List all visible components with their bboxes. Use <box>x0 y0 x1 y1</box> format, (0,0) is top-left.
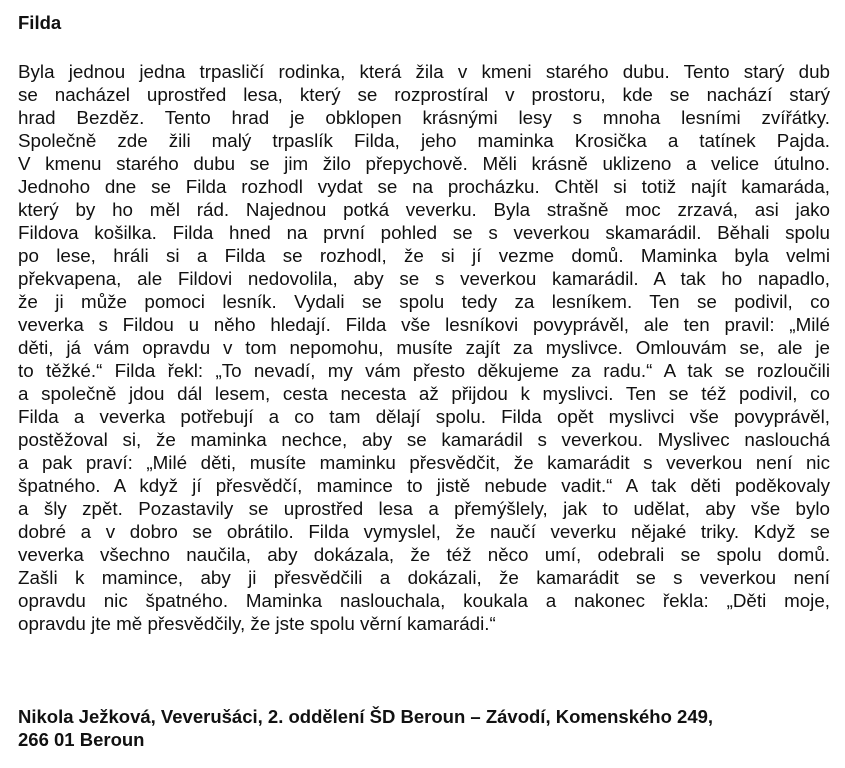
story-line: Byla jednou jedna trpasličí rodinka, která žila v kmeni starého dubu. Tento starý dub <box>18 61 830 82</box>
document-page <box>18 0 830 768</box>
document-title: Filda <box>18 12 62 33</box>
story-line: že ji může pomoci lesník. Vydali se spolu tedy za lesníkem. Ten se podivil, co <box>18 291 830 312</box>
story-line: veverka všechno naučila, aby dokázala, že též něco umí, odebrali se spolu domů. <box>18 544 830 565</box>
signature-line: 266 01 Beroun <box>18 729 145 750</box>
story-line: postěžoval si, že maminka nechce, aby se kamarádil s veverkou. Myslivec naslouchá <box>18 429 830 450</box>
story-line: Zašli k mamince, aby ji přesvědčili a dokázali, že kamarádit se s veverkou není <box>18 567 830 588</box>
story-line: a šly zpět. Pozastavily se uprostřed lesa a přemýšlely, jak to udělat, aby vše bylo <box>18 498 830 519</box>
story-line: V kmenu starého dubu se jim žilo přepychově. Měli krásně uklizeno a velice útulno. <box>18 153 830 174</box>
story-line: Jednoho dne se Filda rozhodl vydat se na procházku. Chtěl si totiž najít kamaráda, <box>18 176 830 197</box>
story-line: opravdu jte mě přesvědčily, že jste spolu věrní kamarádi.“ <box>18 613 496 634</box>
story-line: Fildova košilka. Filda hned na první pohled se s veverkou skamarádil. Běhali spolu <box>18 222 830 243</box>
story-line: hrad Bezděz. Tento hrad je obklopen krásnými lesy s mnoha lesními zvířátky. <box>18 107 830 128</box>
signature-line: Nikola Ježková, Veverušáci, 2. oddělení ŠD Beroun – Závodí, Komenského 249, <box>18 706 714 727</box>
story-body <box>18 60 830 635</box>
story-line: překvapena, ale Fildovi nedovolila, aby se s veverkou kamarádil. A tak ho napadlo, <box>18 268 830 289</box>
story-line: a pak praví: „Milé děti, musíte maminku přesvědčit, že kamarádit s veverkou není nic <box>18 452 830 473</box>
story-line: opravdu nic špatného. Maminka naslouchala, koukala a nakonec řekla: „Děti moje, <box>18 590 830 611</box>
story-line: který by ho měl rád. Najednou potká veverku. Byla strašně moc zrzavá, asi jako <box>18 199 830 220</box>
story-line: děti, já vám opravdu v tom nepomohu, musíte zajít za myslivce. Omlouvám se, ale je <box>18 337 830 358</box>
story-line: dobré a v dobro se obrátilo. Filda vymyslel, že naučí veverku nějaké triky. Když se <box>18 521 830 542</box>
story-line: se nacházel uprostřed lesa, který se rozprostíral v prostoru, kde se nachází starý <box>18 84 830 105</box>
story-line: Filda a veverka potřebují a co tam dělají spolu. Filda opět myslivci vše povyprávěl, <box>18 406 830 427</box>
story-line: veverka s Fildou u něho hledají. Filda vše lesníkovi povyprávěl, ale ten pravil: „Milé <box>18 314 830 335</box>
story-line: po lese, hráli si a Filda se rozhodl, že si jí vezme domů. Maminka byla velmi <box>18 245 830 266</box>
story-line: Společně zde žili malý trpaslík Filda, jeho maminka Krosička a tatínek Pajda. <box>18 130 830 151</box>
story-line: to těžké.“ Filda řekl: „To nevadí, my vám přesto děkujeme za radu.“ A tak se rozloučili <box>18 360 830 381</box>
story-line: a společně jdou dál lesem, cesta necesta až přijdou k myslivci. Ten se též podivil, co <box>18 383 830 404</box>
author-signature <box>18 705 830 751</box>
story-line: špatného. A když jí přesvědčí, mamince to jistě nebude vadit.“ A tak děti poděkovaly <box>18 475 830 496</box>
